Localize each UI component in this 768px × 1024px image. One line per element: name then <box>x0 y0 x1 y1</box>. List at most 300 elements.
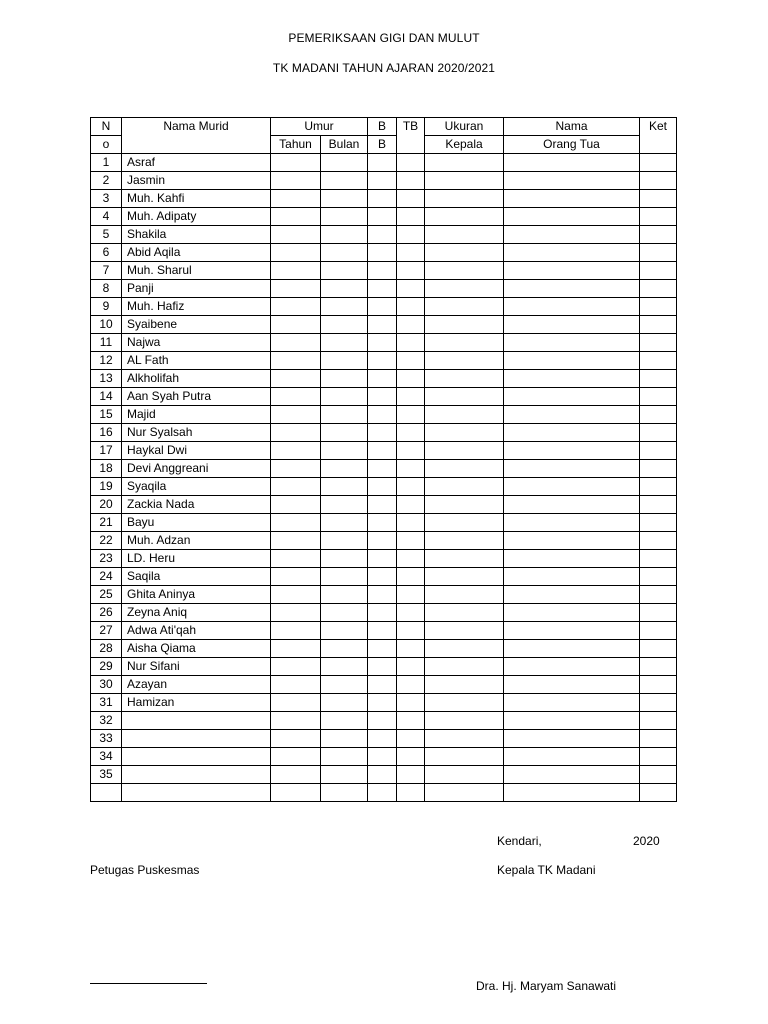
cell-nama-orang-tua <box>504 568 640 586</box>
cell-tb <box>397 496 425 514</box>
cell-bb <box>368 748 397 766</box>
table-row <box>91 568 677 586</box>
cell-tahun <box>271 640 321 658</box>
cell-tahun <box>271 694 321 712</box>
row-number: 10 <box>91 316 122 334</box>
cell-tb <box>397 226 425 244</box>
cell-ukuran-kepala <box>425 316 504 334</box>
cell-ukuran-kepala <box>425 334 504 352</box>
cell-bulan <box>321 298 368 316</box>
row-number: 25 <box>91 586 122 604</box>
student-name: Muh. Sharul <box>122 262 271 280</box>
table-row <box>91 460 677 478</box>
row-number <box>91 784 122 802</box>
cell-bulan <box>321 604 368 622</box>
cell-tahun <box>271 334 321 352</box>
header-no-bottom: o <box>91 136 122 154</box>
document-title: PEMERIKSAAN GIGI DAN MULUT <box>288 31 480 45</box>
cell-tahun <box>271 658 321 676</box>
cell-tb <box>397 262 425 280</box>
cell-bb <box>368 712 397 730</box>
cell-ukuran-kepala <box>425 226 504 244</box>
cell-tahun <box>271 370 321 388</box>
cell-tb <box>397 640 425 658</box>
row-number: 31 <box>91 694 122 712</box>
cell-tb <box>397 784 425 802</box>
cell-tahun <box>271 280 321 298</box>
cell-ket <box>640 604 677 622</box>
cell-bulan <box>321 388 368 406</box>
cell-ket <box>640 262 677 280</box>
student-name: Najwa <box>122 334 271 352</box>
student-name: Syaqila <box>122 478 271 496</box>
header-no-top: N <box>91 118 122 136</box>
cell-tb <box>397 478 425 496</box>
table-row <box>91 334 677 352</box>
table-row <box>91 766 677 784</box>
student-name: Hamizan <box>122 694 271 712</box>
cell-ukuran-kepala <box>425 280 504 298</box>
row-number: 6 <box>91 244 122 262</box>
student-name: Azayan <box>122 676 271 694</box>
cell-bulan <box>321 622 368 640</box>
student-name <box>122 784 271 802</box>
cell-bb <box>368 172 397 190</box>
cell-ket <box>640 568 677 586</box>
table-row <box>91 496 677 514</box>
cell-bulan <box>321 766 368 784</box>
cell-nama-orang-tua <box>504 550 640 568</box>
signature-line <box>90 983 207 984</box>
table-row <box>91 424 677 442</box>
cell-nama-orang-tua <box>504 694 640 712</box>
cell-tb <box>397 442 425 460</box>
cell-ukuran-kepala <box>425 406 504 424</box>
cell-nama-orang-tua <box>504 748 640 766</box>
cell-nama-orang-tua <box>504 370 640 388</box>
cell-ukuran-kepala <box>425 370 504 388</box>
row-number: 34 <box>91 748 122 766</box>
student-name: Panji <box>122 280 271 298</box>
cell-bulan <box>321 370 368 388</box>
table-row <box>91 262 677 280</box>
cell-tahun <box>271 766 321 784</box>
table-row <box>91 784 677 802</box>
cell-nama-orang-tua <box>504 424 640 442</box>
table-row <box>91 370 677 388</box>
student-name: Devi Anggreani <box>122 460 271 478</box>
cell-nama-orang-tua <box>504 514 640 532</box>
cell-bb <box>368 280 397 298</box>
header-tahun: Tahun <box>271 136 321 154</box>
cell-tb <box>397 406 425 424</box>
row-number: 33 <box>91 730 122 748</box>
cell-tahun <box>271 532 321 550</box>
row-number: 32 <box>91 712 122 730</box>
cell-ket <box>640 586 677 604</box>
cell-tb <box>397 568 425 586</box>
cell-tahun <box>271 550 321 568</box>
cell-ukuran-kepala <box>425 568 504 586</box>
cell-nama-orang-tua <box>504 532 640 550</box>
row-number: 1 <box>91 154 122 172</box>
student-name: LD. Heru <box>122 550 271 568</box>
cell-nama-orang-tua <box>504 190 640 208</box>
cell-bb <box>368 766 397 784</box>
cell-ukuran-kepala <box>425 730 504 748</box>
table-row <box>91 622 677 640</box>
cell-bulan <box>321 244 368 262</box>
cell-ket <box>640 496 677 514</box>
cell-ukuran-kepala <box>425 190 504 208</box>
cell-tahun <box>271 442 321 460</box>
cell-tahun <box>271 226 321 244</box>
header-bb-top: B <box>368 118 397 136</box>
header-ket: Ket <box>640 118 677 154</box>
cell-ukuran-kepala <box>425 712 504 730</box>
cell-tb <box>397 298 425 316</box>
student-name: Abid Aqila <box>122 244 271 262</box>
table-row <box>91 406 677 424</box>
cell-bulan <box>321 640 368 658</box>
cell-nama-orang-tua <box>504 640 640 658</box>
cell-ket <box>640 388 677 406</box>
cell-nama-orang-tua <box>504 208 640 226</box>
table-row <box>91 298 677 316</box>
row-number: 20 <box>91 496 122 514</box>
header-bb-bottom: B <box>368 136 397 154</box>
cell-ukuran-kepala <box>425 658 504 676</box>
cell-nama-orang-tua <box>504 496 640 514</box>
cell-ket <box>640 280 677 298</box>
cell-tahun <box>271 604 321 622</box>
table-row <box>91 280 677 298</box>
cell-tahun <box>271 208 321 226</box>
cell-bulan <box>321 442 368 460</box>
row-number: 26 <box>91 604 122 622</box>
table-row <box>91 676 677 694</box>
cell-ket <box>640 334 677 352</box>
cell-bb <box>368 406 397 424</box>
cell-tb <box>397 424 425 442</box>
cell-tb <box>397 208 425 226</box>
header-nama-murid: Nama Murid <box>122 118 271 154</box>
cell-nama-orang-tua <box>504 244 640 262</box>
cell-ket <box>640 154 677 172</box>
row-number: 23 <box>91 550 122 568</box>
cell-ukuran-kepala <box>425 676 504 694</box>
cell-ukuran-kepala <box>425 478 504 496</box>
cell-bulan <box>321 262 368 280</box>
cell-nama-orang-tua <box>504 460 640 478</box>
cell-ukuran-kepala <box>425 622 504 640</box>
cell-tahun <box>271 316 321 334</box>
student-name: Ghita Aninya <box>122 586 271 604</box>
cell-tahun <box>271 244 321 262</box>
row-number: 30 <box>91 676 122 694</box>
table-row <box>91 208 677 226</box>
cell-tahun <box>271 748 321 766</box>
student-name: Aan Syah Putra <box>122 388 271 406</box>
student-name: Syaibene <box>122 316 271 334</box>
student-name: Adwa Ati'qah <box>122 622 271 640</box>
cell-tb <box>397 388 425 406</box>
table-row <box>91 172 677 190</box>
table-row <box>91 352 677 370</box>
cell-bb <box>368 226 397 244</box>
cell-bulan <box>321 784 368 802</box>
cell-ukuran-kepala <box>425 496 504 514</box>
cell-tahun <box>271 190 321 208</box>
row-number: 5 <box>91 226 122 244</box>
cell-ket <box>640 478 677 496</box>
cell-bulan <box>321 478 368 496</box>
header-umur: Umur <box>271 118 368 136</box>
table-row <box>91 442 677 460</box>
cell-ket <box>640 442 677 460</box>
row-number: 12 <box>91 352 122 370</box>
table-row <box>91 640 677 658</box>
cell-bulan <box>321 460 368 478</box>
row-number: 4 <box>91 208 122 226</box>
row-number: 2 <box>91 172 122 190</box>
cell-nama-orang-tua <box>504 226 640 244</box>
cell-tahun <box>271 172 321 190</box>
cell-bulan <box>321 568 368 586</box>
cell-nama-orang-tua <box>504 586 640 604</box>
cell-tb <box>397 190 425 208</box>
cell-ket <box>640 658 677 676</box>
cell-tb <box>397 316 425 334</box>
student-name: Alkholifah <box>122 370 271 388</box>
cell-nama-orang-tua <box>504 316 640 334</box>
cell-nama-orang-tua <box>504 262 640 280</box>
student-name: Zeyna Aniq <box>122 604 271 622</box>
footer-petugas-label: Petugas Puskesmas <box>90 863 200 877</box>
row-number: 14 <box>91 388 122 406</box>
cell-bb <box>368 352 397 370</box>
cell-ket <box>640 244 677 262</box>
cell-bb <box>368 532 397 550</box>
row-number: 16 <box>91 424 122 442</box>
cell-ukuran-kepala <box>425 550 504 568</box>
cell-nama-orang-tua <box>504 388 640 406</box>
cell-bb <box>368 316 397 334</box>
cell-tahun <box>271 514 321 532</box>
cell-ket <box>640 766 677 784</box>
row-number: 9 <box>91 298 122 316</box>
cell-tahun <box>271 568 321 586</box>
cell-ket <box>640 298 677 316</box>
cell-ukuran-kepala <box>425 604 504 622</box>
cell-ukuran-kepala <box>425 532 504 550</box>
cell-ket <box>640 532 677 550</box>
cell-nama-orang-tua <box>504 604 640 622</box>
row-number: 18 <box>91 460 122 478</box>
cell-tahun <box>271 298 321 316</box>
cell-nama-orang-tua <box>504 298 640 316</box>
cell-tb <box>397 154 425 172</box>
cell-bulan <box>321 676 368 694</box>
cell-bulan <box>321 532 368 550</box>
cell-tahun <box>271 406 321 424</box>
cell-nama-orang-tua <box>504 172 640 190</box>
cell-bb <box>368 550 397 568</box>
cell-bulan <box>321 406 368 424</box>
cell-tb <box>397 352 425 370</box>
cell-bb <box>368 460 397 478</box>
table-row <box>91 316 677 334</box>
row-number: 27 <box>91 622 122 640</box>
cell-bulan <box>321 280 368 298</box>
cell-tb <box>397 460 425 478</box>
student-name: Saqila <box>122 568 271 586</box>
cell-ukuran-kepala <box>425 388 504 406</box>
cell-bb <box>368 424 397 442</box>
student-name: Nur Sifani <box>122 658 271 676</box>
cell-bulan <box>321 424 368 442</box>
cell-ket <box>640 748 677 766</box>
student-name: Muh. Hafiz <box>122 298 271 316</box>
row-number: 21 <box>91 514 122 532</box>
cell-tahun <box>271 712 321 730</box>
document-subtitle: TK MADANI TAHUN AJARAN 2020/2021 <box>272 61 496 75</box>
cell-tahun <box>271 424 321 442</box>
cell-bb <box>368 244 397 262</box>
row-number: 11 <box>91 334 122 352</box>
cell-nama-orang-tua <box>504 676 640 694</box>
cell-tb <box>397 586 425 604</box>
header-orangtua-bottom: Orang Tua <box>504 136 640 154</box>
cell-tahun <box>271 388 321 406</box>
cell-tahun <box>271 784 321 802</box>
cell-nama-orang-tua <box>504 730 640 748</box>
cell-bb <box>368 622 397 640</box>
cell-bb <box>368 262 397 280</box>
cell-bulan <box>321 208 368 226</box>
cell-ukuran-kepala <box>425 172 504 190</box>
header-ukuran-top: Ukuran <box>425 118 504 136</box>
cell-bulan <box>321 694 368 712</box>
cell-bb <box>368 730 397 748</box>
cell-ukuran-kepala <box>425 352 504 370</box>
footer-place: Kendari, <box>497 834 542 848</box>
cell-ket <box>640 514 677 532</box>
cell-ukuran-kepala <box>425 154 504 172</box>
cell-bulan <box>321 658 368 676</box>
cell-ket <box>640 460 677 478</box>
student-name: Haykal Dwi <box>122 442 271 460</box>
cell-tb <box>397 694 425 712</box>
cell-bb <box>368 604 397 622</box>
student-name <box>122 730 271 748</box>
cell-bb <box>368 190 397 208</box>
cell-bb <box>368 784 397 802</box>
student-name: AL Fath <box>122 352 271 370</box>
cell-nama-orang-tua <box>504 766 640 784</box>
row-number: 29 <box>91 658 122 676</box>
cell-bb <box>368 370 397 388</box>
table-row <box>91 748 677 766</box>
footer-kepala-label: Kepala TK Madani <box>497 863 596 877</box>
table-row <box>91 532 677 550</box>
cell-bulan <box>321 514 368 532</box>
student-name: Zackia Nada <box>122 496 271 514</box>
cell-bulan <box>321 226 368 244</box>
cell-bb <box>368 442 397 460</box>
table-row <box>91 244 677 262</box>
cell-ukuran-kepala <box>425 424 504 442</box>
cell-tb <box>397 334 425 352</box>
cell-ukuran-kepala <box>425 262 504 280</box>
cell-tb <box>397 532 425 550</box>
student-name: Muh. Kahfi <box>122 190 271 208</box>
cell-ket <box>640 676 677 694</box>
row-number: 7 <box>91 262 122 280</box>
cell-ket <box>640 640 677 658</box>
cell-tb <box>397 658 425 676</box>
cell-bb <box>368 388 397 406</box>
table-row <box>91 658 677 676</box>
table-row <box>91 226 677 244</box>
student-name: Bayu <box>122 514 271 532</box>
cell-ukuran-kepala <box>425 298 504 316</box>
cell-bb <box>368 334 397 352</box>
cell-ket <box>640 424 677 442</box>
cell-ukuran-kepala <box>425 748 504 766</box>
table-row <box>91 190 677 208</box>
table-row <box>91 550 677 568</box>
cell-nama-orang-tua <box>504 784 640 802</box>
student-name: Muh. Adipaty <box>122 208 271 226</box>
student-name: Asraf <box>122 154 271 172</box>
student-name: Shakila <box>122 226 271 244</box>
cell-bb <box>368 478 397 496</box>
student-name <box>122 712 271 730</box>
cell-bulan <box>321 334 368 352</box>
header-ukuran-bottom: Kepala <box>425 136 504 154</box>
cell-nama-orang-tua <box>504 406 640 424</box>
cell-bulan <box>321 712 368 730</box>
cell-tahun <box>271 586 321 604</box>
cell-ukuran-kepala <box>425 640 504 658</box>
cell-nama-orang-tua <box>504 352 640 370</box>
table-row <box>91 730 677 748</box>
cell-bulan <box>321 586 368 604</box>
cell-bb <box>368 514 397 532</box>
cell-tb <box>397 550 425 568</box>
cell-bulan <box>321 352 368 370</box>
cell-ukuran-kepala <box>425 442 504 460</box>
cell-tahun <box>271 478 321 496</box>
cell-bb <box>368 154 397 172</box>
cell-bulan <box>321 190 368 208</box>
table-row <box>91 514 677 532</box>
table-row <box>91 604 677 622</box>
student-exam-table <box>90 117 677 802</box>
table-row <box>91 154 677 172</box>
cell-ket <box>640 694 677 712</box>
header-orangtua-top: Nama <box>504 118 640 136</box>
header-bulan: Bulan <box>321 136 368 154</box>
cell-nama-orang-tua <box>504 658 640 676</box>
cell-bb <box>368 676 397 694</box>
cell-nama-orang-tua <box>504 478 640 496</box>
row-number: 28 <box>91 640 122 658</box>
cell-bulan <box>321 316 368 334</box>
cell-tb <box>397 370 425 388</box>
table-row <box>91 586 677 604</box>
